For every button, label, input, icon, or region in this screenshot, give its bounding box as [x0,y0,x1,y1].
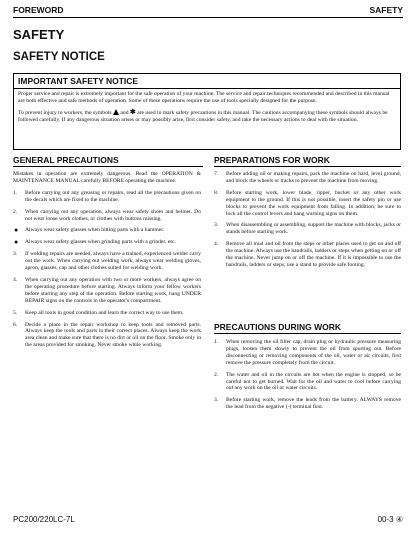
header-topic: SAFETY [369,5,403,15]
item-number: 4. [214,241,219,248]
item-number: 2. [214,371,219,378]
list-item [214,372,401,393]
item-text: When carrying out any operation with two or more workers, always agree on the operating procedure before starting. Always inform your fellow workers before starting any step of the operation. Before starting work, hang UNDER REPAIR signs on the controls in the operator's compartment. [25,276,201,304]
list-item [13,322,201,350]
preparations-column [214,171,401,274]
item-text: The water and oil in the circuits are hot when the engine is stopped, so be careful not to get burned. Wait for the oil and water to cool before carrying out any work on the oil or water circuits. [226,371,401,392]
item-text: When disassembling or assembling, support the machine with blocks, jacks or stands before starting work. [226,222,401,236]
list-item [214,241,401,269]
item-number: 8. [214,189,219,196]
page-header [13,5,403,18]
notice-paragraph-2 [18,109,396,123]
list-item [214,222,401,236]
item-text: Before adding oil or making repairs, park the machine on hard, level ground, and block the wheels or tracks to prevent the machine from moving. [226,171,401,184]
warning-triangle-icon [113,109,119,115]
general-intro: Mistakes in operation are extremely dangerous. Read the OPERATION & MAINTENANCE MANUAL carefully BEFORE operating the machine. [13,171,201,184]
during-work-heading: PRECAUTIONS DURING WORK [214,322,401,334]
item-text: Always wear safety glasses when grinding parts with a grinder, etc. [25,239,176,246]
item-number: 6. [13,321,18,328]
item-number: 1. [13,189,18,196]
list-item [13,310,201,317]
notice-title: IMPORTANT SAFETY NOTICE [14,74,400,89]
notice-text-b: are used to mark safety precautions in this manual. The cautions accompanying these symbols should always be followed carefully. If any dangerous situation arises or may possibly arise, first consider safety, and take the necessary actions to deal with the situation. [18,110,388,123]
item-text: When carrying out any operation, always wear safety shoes and helmet. Do not wear loose work clothes, or clothes with buttons missing. [25,208,201,222]
item-number: 3. [214,222,219,229]
item-text: If welding repairs are needed, always have a trained, experienced welder carry out the work. When carrying out welding work, always wear welding gloves, apron, glasses, cap and other clothes suited for welding work. [25,251,201,272]
list-item [214,171,401,185]
page-subtitle: SAFETY NOTICE [13,51,105,63]
list-item [13,209,201,223]
item-number: 3. [13,251,18,258]
item-text: Before starting work, remove the leads from the battery. ALWAYS remove the lead from the negative (-) terminal first. [226,397,401,411]
list-item [13,227,201,234]
footer-page-number: 00-3 ④ [377,515,403,524]
item-number: 2. [13,208,18,215]
item-number: 5. [13,309,18,316]
important-safety-notice [13,73,401,150]
list-item [13,251,201,272]
header-section: FOREWORD [13,5,64,15]
item-number: 3. [214,397,219,404]
item-number: 1. [214,339,219,345]
notice-text-a: To prevent injury to workers, the symbols [18,110,112,117]
item-number: 7. [214,171,219,177]
page-title: SAFETY [13,27,65,42]
item-text: Always wear safety glasses when hitting parts with a hammer. [25,227,165,234]
notice-text-and: and [120,110,129,117]
notice-paragraph-1: Proper service and repair is extremely important for the safe operation of your machine. The service and repair techniques recommended and described in this manual are both effective and safe methods of operation. Some of these operations require the use of tools specially designed for the purpose. [18,91,390,104]
list-item [13,277,201,305]
general-precautions-heading: GENERAL PRECAUTIONS [13,155,203,167]
bullet-icon: ● [14,238,19,247]
preparations-heading: PREPARATIONS FOR WORK [214,155,401,167]
item-text: Decide a place in the repair workshop to keep tools and removed parts. Always keep the tools and parts in their correct places. Always keep the work area clean and make sure that there is no dirt or oil on the floor. Smoke only in the areas provided for smoking. Never smoke while working. [25,321,201,349]
caution-star-icon: ✱ [129,108,136,117]
item-text: Remove all mud and oil from the steps or other places used to get on and off the machine. Always use the handrails, ladders or steps when getting on or off the machine. Never jump on or off the machine. If it is impossible to use the handrails, ladders or steps, use a stand to provide safe footing. [226,241,401,268]
list-item [214,339,401,367]
item-text: When removing the oil filler cap, drain plug or hydraulic pressure measuring plugs, loosen them slowly to prevent the oil from spurting out. Before disconnecting or removing components of the oil, water or air circuits, first remove the pressure completely from the circuit. [226,339,401,366]
footer-model: PC200/220LC-7L [13,515,75,524]
item-text: Before starting work, lower blade, ripper, bucket or any other work equipment to the ground. If this is not possible, insert the safety pin or use blocks to prevent the work equipment from falling. In addition, be sure to lock all the control levers and hang warning signs on them. [226,189,401,217]
during-work-column [214,339,401,416]
item-text: Keep all tools in good condition and learn the correct way to use them. [25,309,184,316]
general-precautions-column [13,171,201,354]
list-item [13,190,201,204]
item-text: Before carrying out any greasing or repairs, read all the precautions given on the decals which are fixed to the machine. [25,189,201,203]
page-footer [13,515,403,524]
bullet-icon: ● [14,226,19,235]
item-number: 4. [13,276,18,283]
list-item [214,190,401,218]
list-item [13,239,201,246]
list-item [214,397,401,411]
